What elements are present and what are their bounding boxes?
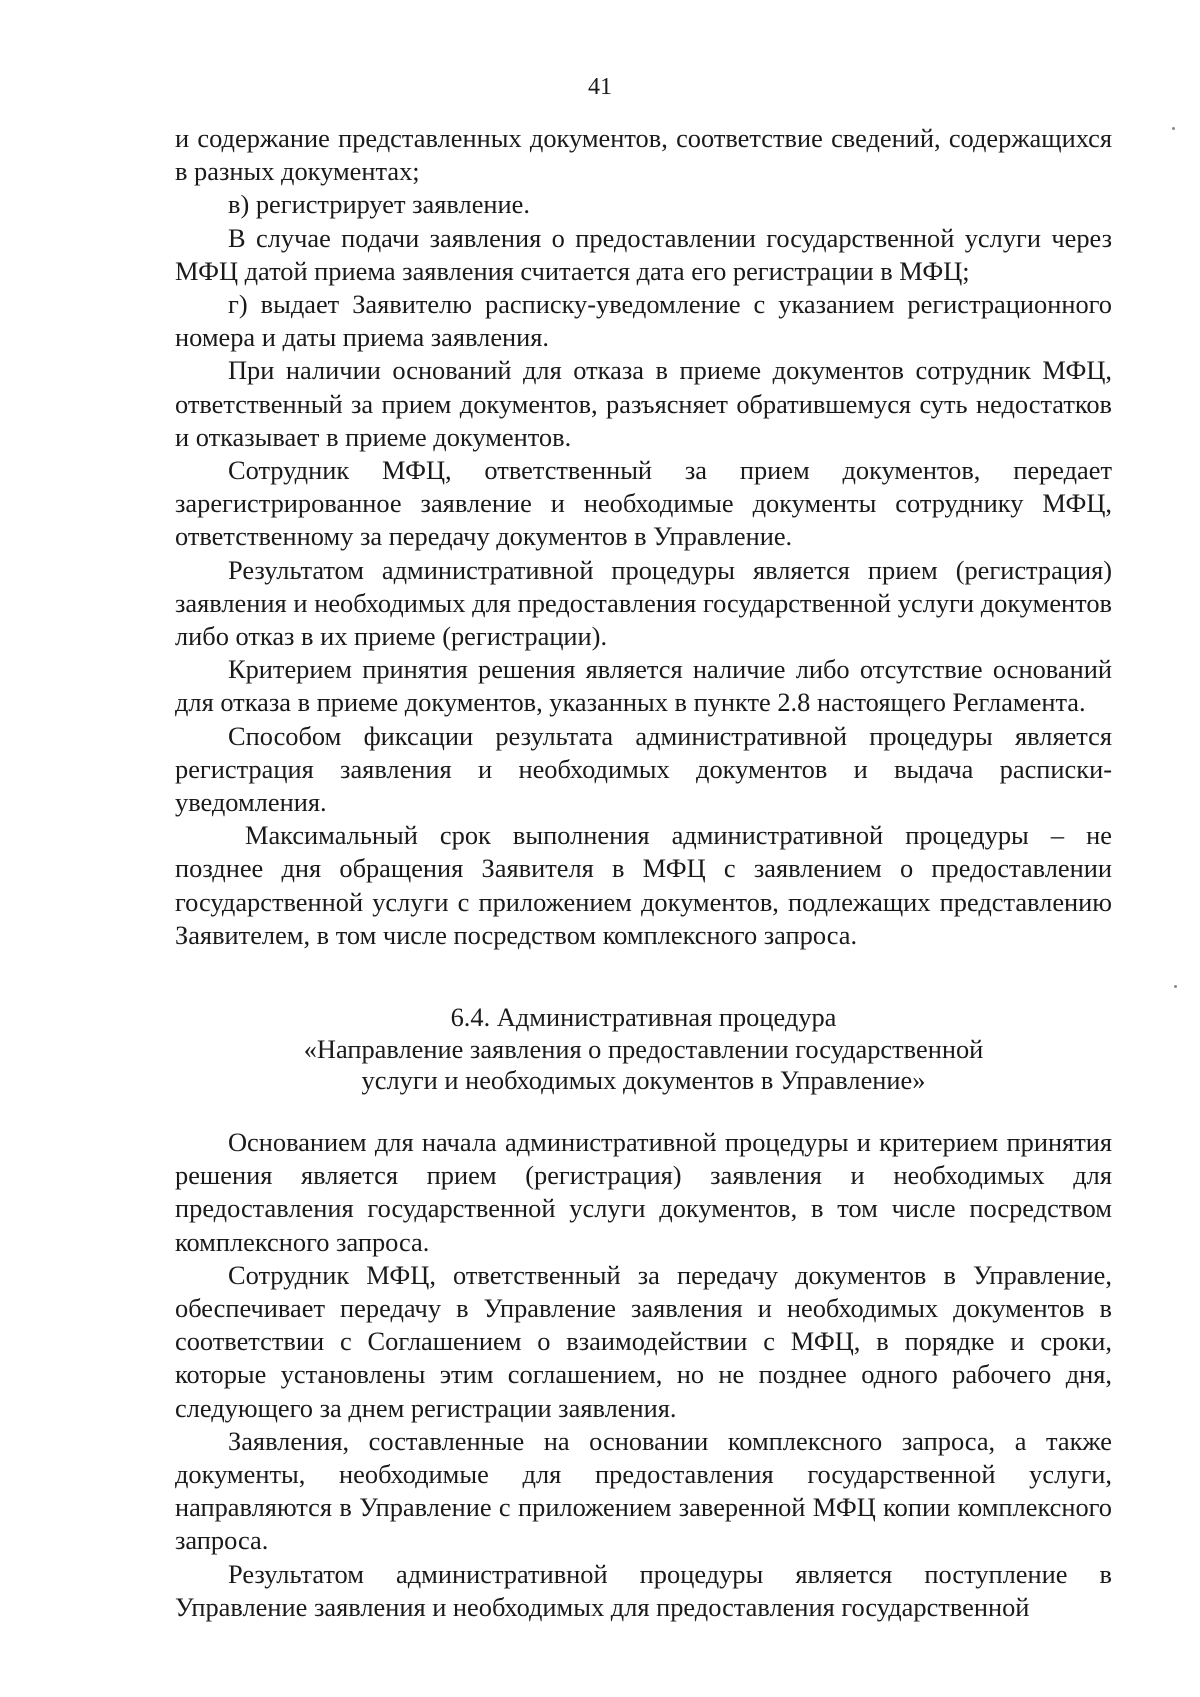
section-heading-number-line: 6.4. Административная процедура: [450, 1002, 837, 1032]
paragraph: При наличии оснований для отказа в приеме документов сотрудник МФЦ, ответственный за прием документов, разъясняет обратившемуся суть недостатков и отказывает в приеме документов.: [175, 355, 1112, 452]
section-heading-title-line: услуги и необходимых документов в Управление»: [361, 1065, 926, 1095]
page-number: 41: [588, 74, 612, 100]
paragraph: Заявления, составленные на основании комплексного запроса, а также документы, необходимые для предоставления государственной услуги, направляются в Управление с приложением заверенной МФЦ копии комплексного запроса.: [175, 1425, 1112, 1556]
paragraph: Результатом административной процедуры является поступление в Управление заявления и необходимых для предоставления государственной: [175, 1558, 1112, 1622]
body-text-lower: [175, 1126, 1112, 1624]
paragraph: В случае подачи заявления о предоставлении государственной услуги через МФЦ датой приема заявления считается дата его регистрации в МФЦ;: [175, 222, 1112, 286]
paragraph: Критерием принятия решения является наличие либо отсутствие оснований для отказа в приеме документов, указанных в пункте 2.8 настоящего Регламента.: [175, 654, 1112, 718]
section-heading: [175, 1002, 1112, 1097]
paragraph: Способом фиксации результата административной процедуры является регистрация заявления и необходимых документов и выдача расписки-уведомления.: [175, 720, 1112, 818]
section-heading-title-line: «Направление заявления о предоставлении государственной: [303, 1033, 984, 1064]
paragraph: Результатом административной процедуры является прием (регистрация) заявления и необходимых для предоставления государственной услуги документов либо отказ в их приеме (регистрации).: [175, 554, 1112, 652]
paragraph: Сотрудник МФЦ, ответственный за передачу документов в Управление, обеспечивает передачу в Управление заявления и необходимых документов в соответствии с Соглашением о взаимодействии с МФЦ, в порядке и сроки, которые установлены этим соглашением, но не позднее одного рабочего дня, следующего за днем регистрации заявления.: [175, 1259, 1112, 1423]
scan-speck: [1172, 127, 1175, 130]
paragraph: г) выдает Заявителю расписку-уведомление с указанием регистрационного номера и даты приема заявления.: [175, 289, 1112, 353]
paragraph: Сотрудник МФЦ, ответственный за прием документов, передает зарегистрированное заявление и необходимые документы сотруднику МФЦ, ответственному за передачу документов в Управление.: [175, 455, 1112, 552]
paragraph: в) регистрирует заявление.: [228, 189, 530, 220]
paragraph: Основанием для начала административной процедуры и критерием принятия решения является прием (регистрация) заявления и необходимых для предоставления государственной услуги документов, в том числе посредством комплексного запроса.: [175, 1127, 1112, 1257]
scan-speck: [1174, 985, 1177, 988]
paragraph: и содержание представленных документов, соответствие сведений, содержащихся в разных документах;: [175, 123, 1112, 187]
paragraph: Максимальный срок выполнения административной процедуры – не позднее дня обращения Заявителя в МФЦ с заявлением о предоставлении государственной услуги с приложением документов, подлежащих представлению Заявителем, в том числе посредством комплексного запроса.: [175, 820, 1112, 950]
body-text-upper: [175, 122, 1112, 952]
